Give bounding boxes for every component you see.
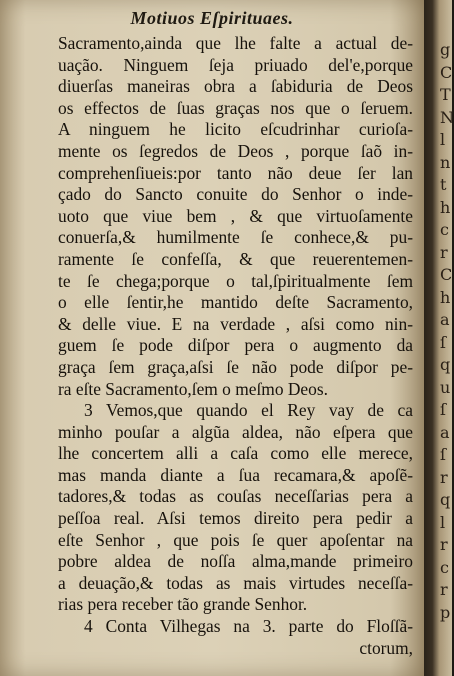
facing-page-letter: r xyxy=(440,467,448,487)
facing-page-letter: q xyxy=(440,355,451,374)
facing-page-letter: u xyxy=(440,377,451,397)
text-line: diuerſas maneiras obra a ſabiduria de Deos xyxy=(58,76,413,97)
text-line: uoto que viue bem , & que virtuoſamente xyxy=(58,205,413,226)
text-line: minho pouſar a algũa aldea, não eſpera que xyxy=(58,421,413,442)
facing-page-letter: p xyxy=(440,602,451,622)
text-line: conuerſa,& humilmente ſe conhece,& pu- xyxy=(58,227,413,248)
facing-page-letter: ſ xyxy=(440,332,446,352)
text-line: Sacramento,ainda que lhe falte a actual de- xyxy=(58,33,413,53)
facing-page-letter: c xyxy=(440,220,449,239)
text-line: guem ſe pode diſpor pera o augmento da xyxy=(58,335,413,356)
text-line: çado do Sancto conuite do Senhor o inde- xyxy=(58,184,413,205)
facing-page-letter: r xyxy=(440,535,448,554)
facing-page-letter: c xyxy=(440,557,449,577)
facing-page-letter: r xyxy=(440,580,448,599)
facing-page-letter: n xyxy=(440,152,451,172)
text-line: comprehenſiueis:por tanto não deue ſer lan xyxy=(58,162,413,183)
facing-page-letter: ſ xyxy=(440,400,446,419)
text-line: a deuação,& todas as mais virtudes neceſſa- xyxy=(58,572,413,593)
text-line: lhe concertem alli a caſa como elle merece, xyxy=(58,443,413,464)
facing-page-letter: l xyxy=(440,512,446,532)
facing-page-letter: q xyxy=(440,490,451,509)
text-line: peſſoa real. Aſsi temos direito pera pedir a xyxy=(58,508,413,529)
text-line: os effectos de ſuas graças nos que o ſeruem. xyxy=(58,97,413,118)
text-line: & delle viue. E na verdade , aſsi como nin- xyxy=(58,313,413,334)
facing-page-letter: ſ xyxy=(440,445,446,464)
facing-page-letter: C xyxy=(440,62,453,82)
text-line: A ninguem he licito eſcudrinhar curioſa- xyxy=(58,119,413,140)
text-line: ramente ſe confeſſa, & que reuerentemen- xyxy=(58,248,413,269)
text-line: tadores,& todas as couſas neceſſarias pera a xyxy=(58,486,413,507)
facing-page-letter: C xyxy=(440,265,453,284)
facing-page-letter: g xyxy=(440,40,451,59)
facing-page-letter: t xyxy=(440,175,447,194)
text-line: graça ſem graça,aſsi ſe não pode diſpor pe- xyxy=(58,356,413,377)
facing-page-letter: h xyxy=(440,287,451,307)
body-text xyxy=(58,33,413,659)
text-line: ra eſte Sacramento,ſem o meſmo Deos. xyxy=(58,378,328,399)
facing-page-letter: N xyxy=(440,107,454,127)
facing-page-letter: a xyxy=(440,422,450,442)
text-line: eſte Senhor , que pois ſe quer apoſentar na xyxy=(58,529,413,550)
text-line: mas manda diante a ſua recamara,& apoſẽ- xyxy=(58,464,413,485)
facing-page-letter: h xyxy=(440,197,451,217)
text-line: mente os ſegredos de Deos , porque ſaõ in- xyxy=(58,140,413,161)
text-line: uação. Ninguem ſeja priuado del'e,porque xyxy=(58,54,413,75)
text-line: pobre aldea de noſſa alma,mande primeiro xyxy=(58,551,413,572)
facing-page-letter: r xyxy=(440,242,448,262)
text-line: rias pera receber tão grande Senhor. xyxy=(58,594,308,615)
text-line: 3 Vemos,que quando el Rey vay de ca xyxy=(84,400,413,421)
text-line: o elle ſentir,he mantido deſte Sacramento, xyxy=(58,292,413,313)
facing-page-letter: T xyxy=(440,85,451,104)
running-header: Motiuos Eſpirituaes. xyxy=(130,8,294,28)
text-line: 4 Conta Vilhegas na 3. parte do Floſſã- xyxy=(84,616,413,637)
text-line: te ſe chega;porque o tal,ſpiritualmente ſem xyxy=(58,270,413,291)
facing-page-letter: l xyxy=(440,130,446,149)
text-line: ctorum, xyxy=(359,637,413,658)
facing-page-letter: a xyxy=(440,310,450,329)
